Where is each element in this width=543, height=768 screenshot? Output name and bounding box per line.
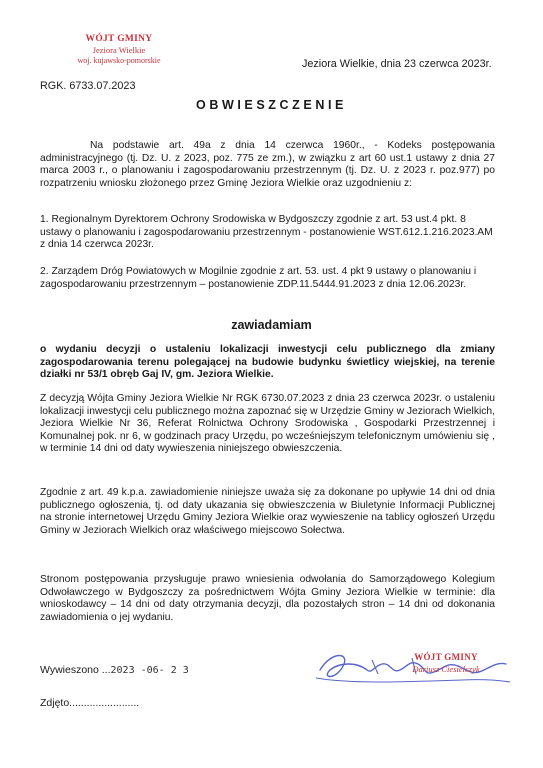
- stamp-title: WÓJT GMINY: [85, 34, 153, 44]
- stamp-voivodeship: woj. kujawsko-pomorskie: [77, 56, 161, 65]
- removed-date-line: Zdjęto........................: [40, 697, 140, 709]
- posted-date-line: [40, 664, 189, 676]
- body-paragraph: Z decyzją Wójta Gminy Jeziora Wielkie Nr RGK 6730.07.2023 z dnia 23 czerwca 2023r. o ustaleniu lokalizacji inwestycji celu publicznego można zapoznać się w Urzędzie Gminy w Jeziorach Wielkich, Jeziora Wielkie Nr 36, Referat Rolnictwa Ochrony Srodowiska , Gospodarki Przestrzennej i Komunalnej pok. nr 6, w godzinach pracy Urzędu, po wcześniejszym telefonicznym umówieniu się , w terminie 14 dni od daty wywieszenia niniejszego obwieszczenia.: [40, 393, 495, 455]
- place-date: Jeziora Wielkie, dnia 23 czerwca 2023r.: [302, 58, 492, 70]
- list-item: 2. Zarządem Dróg Powiatowych w Mogilnie zgodnie z art. 53. ust. 4 pkt 9 ustawy o planowaniu i zagospodarowaniu przestrzennym – postanowienie ZDP.11.5444.91.2023 z dnia 12.06.2023r.: [40, 266, 477, 290]
- office-stamp: [44, 34, 194, 65]
- intro-paragraph: Na podstawie art. 49a z dnia 14 czerwca 1960r., - Kodeks postępowania administracyjnego (tj. Dz. U. z 2023, poz. 775 ze zm.), w związku z art 60 ust.1 ustawy z dnia 27 marca 2003 r., o planowaniu i zagospodarowaniu przestrzennym (tj. Dz. U. z 2023 r. poz.977) po rozpatrzeniu wniosku złożonego przez Gminę Jeziora Wielkie oraz uzgodnieniu z:: [40, 140, 495, 189]
- list-item: 1. Regionalnym Dyrektorem Ochrony Srodowiska w Bydgoszczy zgodnie z art. 53 ust.4 pkt. 8 ustawy o planowaniu i zagospodarowaniu przestrzennym - postanowienie WST.612.1.216.2023.AM z dnia 14 czerwca 2023r.: [40, 214, 493, 251]
- notice-heading: zawiadamiam: [231, 318, 312, 332]
- decision-subject: o wydaniu decyzji o ustaleniu lokalizacji inwestycji celu publicznego dla zmiany zagospodarowania terenu polegającej na budowie budynku świetlicy wiejskiej, na terenie działki nr 53/1 obręb Gaj IV, gm. Jeziora Wielkie.: [40, 344, 495, 381]
- posted-label: Wywieszono ...: [40, 664, 111, 676]
- posted-date: 2023 -06- 2 3: [110, 665, 189, 676]
- body-paragraph: Stronom postępowania przysługuje prawo wniesienia odwołania do Samorządowego Kolegium Odwoławczego w Bydgoszczy za pośrednictwem Wójta Gminy Jeziora Wielkie w terminie: dla wnioskodawcy – 14 dni od daty otrzymania decyzji, dla pozostałych stron – 14 dni od dokonania zawiadomienia o jej wydaniu.: [40, 574, 495, 623]
- reference-number: RGK. 6733.07.2023: [40, 80, 136, 92]
- signature-stamp-title: WÓJT GMINY: [414, 652, 478, 662]
- document-title: OBWIESZCZENIE: [196, 98, 347, 112]
- signatory-name: Dariusz Ciesielczyk: [412, 664, 480, 674]
- signature-stamp: [392, 652, 500, 674]
- stamp-municipality: Jeziora Wielkie: [92, 45, 146, 55]
- body-paragraph: Zgodnie z art. 49 k.p.a. zawiadomienie niniejsze uważa się za dokonane po upływie 14 dni od dnia publicznego ogłoszenia, tj. od daty ukazania się obwieszczenia w Biuletynie Informacji Publicznej na stronie internetowej Urzędu Gminy Jeziora Wielkie oraz wywieszenie na tablicy ogłoszeń Urzędu Gminy w Jeziorach Wielkich oraz właściwego miejscowo Sołectwa.: [40, 487, 495, 536]
